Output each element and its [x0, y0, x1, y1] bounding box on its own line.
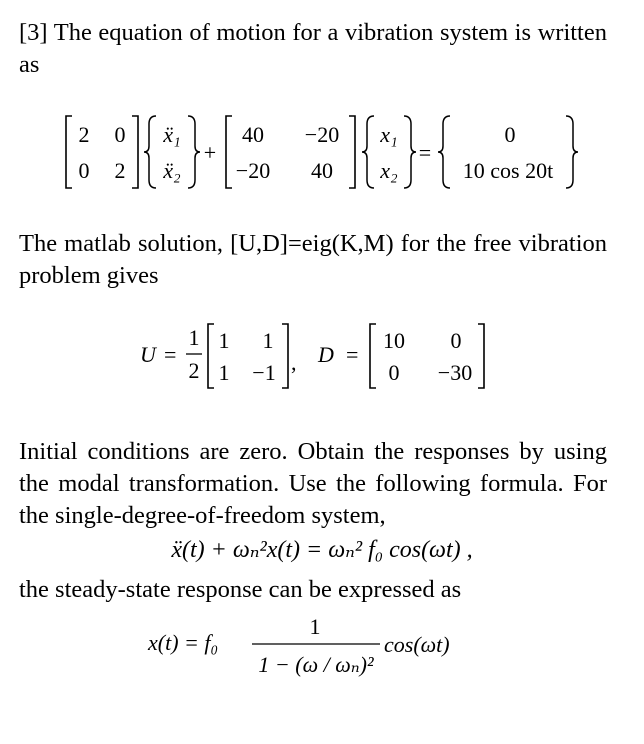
- d-equals: =: [346, 342, 359, 367]
- disp-right-brace: [404, 116, 416, 188]
- problem-number: [3]: [19, 19, 48, 46]
- d-22: −30: [437, 360, 473, 385]
- u-11: 1: [218, 328, 230, 353]
- response-lhs: x(t) = f₀: [148, 630, 219, 655]
- stiffness-k22: 40: [311, 158, 333, 183]
- force-f2: 10 cos 20t: [462, 158, 554, 183]
- sdof-equation: [0, 535, 644, 565]
- u-factor-num: 1: [188, 325, 200, 350]
- u-equals: =: [164, 342, 177, 367]
- matlab-text: The matlab solution, [U,D]=eig(K,M) for the free vibration problem gives: [19, 230, 607, 289]
- disp-left-brace: [362, 116, 374, 188]
- instructions-paragraph: [19, 436, 607, 532]
- mass-matrix-right-bracket: [132, 116, 138, 188]
- problem-intro: [19, 17, 607, 81]
- accel-x1: ẍ₁: [163, 122, 181, 147]
- force-right-brace: [566, 116, 578, 188]
- response-formula: [0, 612, 644, 682]
- d-left-bracket: [370, 324, 376, 388]
- u-12: 1: [262, 328, 274, 353]
- u-21: 1: [218, 360, 230, 385]
- mass-m11: 2: [78, 122, 90, 147]
- response-denominator: 1 − (ω / ωₙ)²: [258, 652, 374, 677]
- force-left-brace: [438, 116, 450, 188]
- sdof-equation-text: ẍ(t) + ωₙ²x(t) = ωₙ² f₀ cos(ωt) ,: [171, 537, 473, 563]
- accel-x2: ẍ₂: [163, 158, 181, 183]
- stiffness-k11: 40: [242, 122, 264, 147]
- u-right-bracket: [282, 324, 288, 388]
- disp-x1: x₁: [380, 122, 398, 147]
- d-12: 0: [450, 328, 462, 353]
- matlab-paragraph: [19, 228, 607, 292]
- d-21: 0: [388, 360, 400, 385]
- result-separator: ,: [291, 350, 297, 375]
- stiffness-k21: −20: [235, 158, 271, 183]
- accel-left-brace: [144, 116, 156, 188]
- stiffness-k12: −20: [304, 122, 340, 147]
- stiffness-right-bracket: [349, 116, 355, 188]
- u-left-bracket: [208, 324, 214, 388]
- mass-m22: 2: [114, 158, 126, 183]
- u-label: U: [140, 342, 156, 367]
- steady-state-paragraph: [19, 574, 607, 606]
- plus-sign: +: [203, 140, 217, 165]
- mass-m12: 0: [114, 122, 126, 147]
- d-right-bracket: [478, 324, 484, 388]
- response-trailing: cos(ωt): [384, 632, 450, 657]
- disp-x2: x₂: [380, 158, 398, 183]
- eigen-result: [0, 318, 644, 400]
- d-11: 10: [383, 328, 405, 353]
- steady-state-text: the steady-state response can be expressed as: [19, 576, 462, 603]
- mass-matrix-left-bracket: [66, 116, 72, 188]
- equation-of-motion: [0, 110, 644, 200]
- u-factor-den: 2: [188, 358, 200, 383]
- response-numerator: 1: [309, 614, 321, 639]
- force-f1: 0: [504, 122, 516, 147]
- accel-right-brace: [188, 116, 200, 188]
- equals-sign: =: [418, 140, 432, 165]
- u-22: −1: [252, 360, 276, 385]
- mass-m21: 0: [78, 158, 90, 183]
- instructions-text: Initial conditions are zero. Obtain the responses by using the modal transformation. Use the following formula. For the single-degree-of-freedom system,: [19, 438, 607, 529]
- problem-intro-text: The equation of motion for a vibration system is written as: [19, 19, 607, 78]
- stiffness-left-bracket: [226, 116, 232, 188]
- d-label: D: [318, 342, 334, 367]
